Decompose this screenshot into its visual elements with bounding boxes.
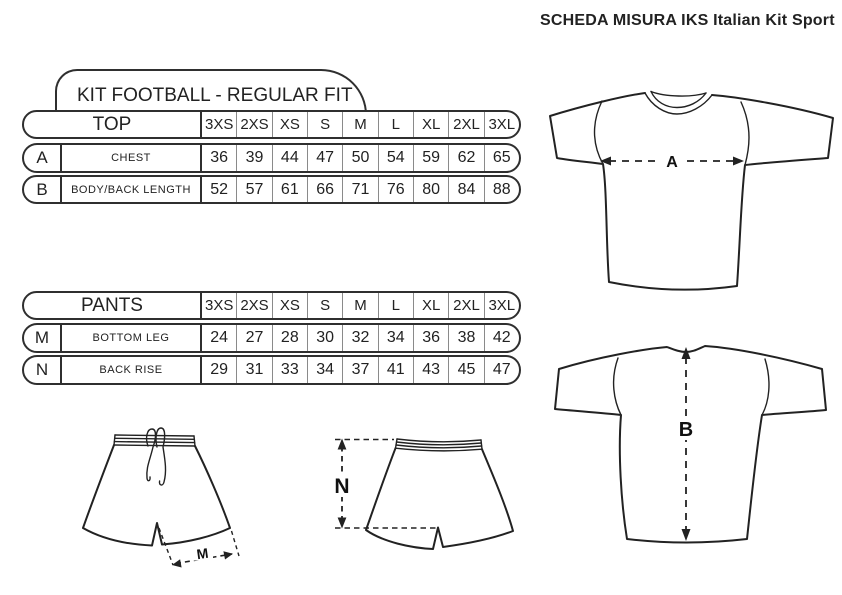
arrowhead-right xyxy=(733,157,744,166)
value-cell: 24 xyxy=(210,329,229,346)
size-header-cell: 3XL xyxy=(484,293,519,318)
kit-fit-label: KIT FOOTBALL - REGULAR FIT xyxy=(77,85,353,106)
shorts-front-outline xyxy=(83,445,230,546)
size-header-cell: XS xyxy=(272,293,307,318)
shorts-back-outline xyxy=(366,448,513,549)
value-cell: 37 xyxy=(342,357,377,383)
size-header-cell: L xyxy=(378,293,413,318)
row-key-badge: B xyxy=(24,177,62,202)
value-cell: 36 xyxy=(210,149,229,166)
value-cell: 84 xyxy=(448,177,483,202)
arrowhead-top xyxy=(682,347,691,359)
size-header-cell: S xyxy=(307,293,342,318)
value-cell: 44 xyxy=(272,145,307,171)
pants-table-header-row xyxy=(22,291,521,320)
measure-label-m: M xyxy=(195,544,210,563)
measure-label-b: B xyxy=(678,419,694,441)
size-header-cell: XL xyxy=(413,112,448,137)
tshirt-front-diagram xyxy=(540,80,840,315)
value-cell: 29 xyxy=(210,361,229,378)
value-cell: 41 xyxy=(378,357,413,383)
size-header-cell: 2XL xyxy=(448,112,483,137)
value-cell: 43 xyxy=(413,357,448,383)
value-cell: 36 xyxy=(413,325,448,351)
table-row-body-back-length xyxy=(22,175,521,204)
shorts-front-diagram xyxy=(60,415,320,595)
value-cell: 45 xyxy=(448,357,483,383)
arrowhead-left xyxy=(172,559,182,567)
size-header-cell: 2XS xyxy=(236,293,271,318)
shirt-back-outline xyxy=(555,346,826,543)
value-cell: 31 xyxy=(236,357,271,383)
value-cell: 28 xyxy=(272,325,307,351)
value-cell: 62 xyxy=(448,145,483,171)
drawstring-left-cord xyxy=(147,429,156,481)
row-label: BODY/BACK LENGTH xyxy=(62,177,202,202)
value-cell: 61 xyxy=(272,177,307,202)
table-row-back-rise xyxy=(22,355,521,385)
value-cell: 34 xyxy=(307,357,342,383)
extension-line-hem xyxy=(232,531,240,556)
value-cell: 80 xyxy=(413,177,448,202)
row-label: BOTTOM LEG xyxy=(62,325,202,351)
table-row-chest xyxy=(22,143,521,173)
value-cell: 32 xyxy=(342,325,377,351)
row-label: CHEST xyxy=(62,145,202,171)
arrowhead-bottom xyxy=(338,518,347,529)
value-cell: 50 xyxy=(342,145,377,171)
collar-back-neckline xyxy=(651,92,706,97)
shorts-back-diagram xyxy=(320,420,540,595)
value-cell: 88 xyxy=(484,177,519,202)
value-cell: 54 xyxy=(378,145,413,171)
document-title: SCHEDA MISURA IKS Italian Kit Sport xyxy=(540,12,835,29)
value-cell: 34 xyxy=(378,325,413,351)
size-header-cell: 3XL xyxy=(484,112,519,137)
value-cell: 42 xyxy=(484,325,519,351)
value-cell: 47 xyxy=(307,145,342,171)
value-cell: 76 xyxy=(378,177,413,202)
extension-line-crotch xyxy=(159,528,173,565)
table-row-bottom-leg xyxy=(22,323,521,353)
row-key-badge: M xyxy=(24,325,62,351)
value-cell: 38 xyxy=(448,325,483,351)
value-cell: 71 xyxy=(342,177,377,202)
row-label: BACK RISE xyxy=(62,357,202,383)
value-cell: 52 xyxy=(210,180,229,198)
size-header-cell: M xyxy=(342,293,377,318)
value-cell: 39 xyxy=(236,145,271,171)
armhole-seam-left xyxy=(614,358,621,415)
size-header-cell: XL xyxy=(413,293,448,318)
row-key-badge: N xyxy=(24,357,62,383)
armhole-seam-right xyxy=(762,359,769,415)
value-cell: 57 xyxy=(236,177,271,202)
top-table-title: TOP xyxy=(24,112,202,137)
measure-label-n: N xyxy=(334,475,350,498)
size-header-cell: XS xyxy=(272,112,307,137)
size-header-cell: M xyxy=(342,112,377,137)
size-header-cell: L xyxy=(378,112,413,137)
value-cell: 47 xyxy=(484,357,519,383)
pants-table-title: PANTS xyxy=(24,293,202,318)
shirt-front-outline xyxy=(550,93,833,290)
value-cell: 33 xyxy=(272,357,307,383)
arrowhead-bottom xyxy=(682,529,691,541)
value-cell: 65 xyxy=(484,145,519,171)
value-cell: 59 xyxy=(413,145,448,171)
size-header-cell: 2XL xyxy=(448,293,483,318)
tshirt-back-diagram xyxy=(540,330,840,565)
kit-fit-tab xyxy=(55,69,367,115)
size-header-cell: S xyxy=(307,112,342,137)
arrowhead-right xyxy=(223,551,233,559)
armhole-seam-left xyxy=(595,101,603,164)
row-key-badge: A xyxy=(24,145,62,171)
size-header-cell: 3XS xyxy=(204,116,234,133)
armhole-seam-right xyxy=(741,102,749,165)
drawstring-right-cord xyxy=(156,428,165,485)
size-header-cell: 3XS xyxy=(204,297,234,314)
measure-label-a: A xyxy=(666,154,678,171)
waistband xyxy=(396,439,483,451)
value-cell: 27 xyxy=(236,325,271,351)
top-table-header-row xyxy=(22,110,521,139)
value-cell: 30 xyxy=(307,325,342,351)
value-cell: 66 xyxy=(307,177,342,202)
size-header-cell: 2XS xyxy=(236,112,271,137)
